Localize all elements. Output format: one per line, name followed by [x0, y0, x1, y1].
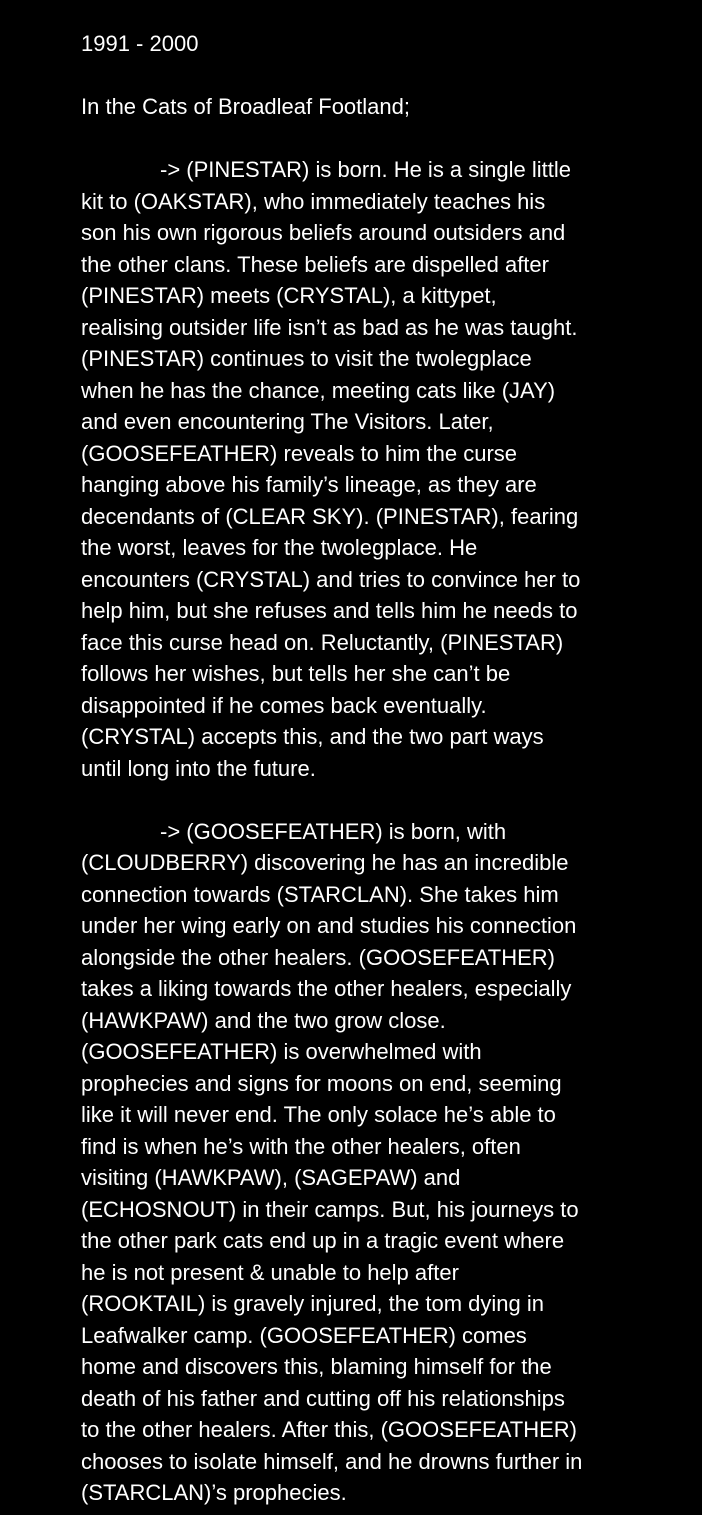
date-range: 1991 - 2000	[81, 31, 199, 56]
paragraph-line: to the other healers. After this, (GOOSEFEATHER)	[81, 1417, 577, 1442]
paragraph-line: until long into the future.	[81, 755, 316, 781]
paragraph-line: hanging above his family’s lineage, as they are	[81, 472, 537, 497]
paragraph-line: encounters (CRYSTAL) and tries to convince her to	[81, 566, 581, 592]
paragraph-line: the worst, leaves for the twolegplace. He	[81, 535, 478, 560]
paragraph-line: -> (GOOSEFEATHER) is born, with	[160, 818, 507, 844]
paragraph-line: face this curse head on. Reluctantly, (PINESTAR)	[81, 629, 564, 655]
paragraph-line: the other clans. These beliefs are dispelled after	[81, 251, 549, 277]
paragraph-line: help him, but she refuses and tells him he needs to	[81, 598, 578, 623]
spacer	[81, 784, 641, 816]
paragraph-line: (PINESTAR) meets (CRYSTAL), a kittypet,	[81, 283, 497, 308]
paragraph-line: (STARCLAN)’s prophecies.	[81, 1480, 347, 1505]
paragraph-line: under her wing early on and studies his connection	[81, 913, 577, 938]
spacer	[81, 123, 641, 155]
document-body	[81, 28, 641, 1509]
paragraph-line: son his own rigorous beliefs around outsiders and	[81, 220, 566, 245]
section-heading: In the Cats of Broadleaf Footland;	[81, 94, 410, 119]
paragraph-line: (ROOKTAIL) is gravely injured, the tom dying in	[81, 1291, 544, 1316]
paragraph-pinestar	[81, 154, 641, 784]
paragraph-line: alongside the other healers. (GOOSEFEATHER)	[81, 944, 556, 970]
paragraph-line: decendants of (CLEAR SKY). (PINESTAR), fearing	[81, 503, 579, 529]
paragraph-line: (GOOSEFEATHER) is overwhelmed with	[81, 1039, 482, 1064]
paragraph-line: prophecies and signs for moons on end, seeming	[81, 1070, 562, 1096]
paragraph-line: (ECHOSNOUT) in their camps. But, his journeys to	[81, 1196, 579, 1222]
paragraph-line: chooses to isolate himself, and he drowns further in	[81, 1448, 583, 1474]
paragraph-line: realising outsider life isn’t as bad as he was taught.	[81, 314, 578, 340]
paragraph-line: find is when he’s with the other healers, often	[81, 1133, 521, 1159]
paragraph-line: visiting (HAWKPAW), (SAGEPAW) and	[81, 1165, 461, 1190]
paragraph-line: he is not present & unable to help after	[81, 1259, 459, 1285]
paragraph-line: and even encountering The Visitors. Later,	[81, 409, 494, 434]
paragraph-line: takes a liking towards the other healers, especially	[81, 976, 572, 1001]
spacer	[81, 60, 641, 92]
paragraph-line: (PINESTAR) continues to visit the twolegplace	[81, 346, 532, 371]
paragraph-line: like it will never end. The only solace he’s able to	[81, 1102, 556, 1127]
paragraph-line: (CRYSTAL) accepts this, and the two part ways	[81, 724, 544, 749]
paragraph-line: Leafwalker camp. (GOOSEFEATHER) comes	[81, 1322, 527, 1348]
paragraph-line: kit to (OAKSTAR), who immediately teaches his	[81, 188, 546, 214]
paragraph-goosefeather	[81, 816, 641, 1509]
paragraph-line: (GOOSEFEATHER) reveals to him the curse	[81, 440, 518, 466]
paragraph-line: (HAWKPAW) and the two grow close.	[81, 1007, 446, 1033]
paragraph-line: (CLOUDBERRY) discovering he has an incredible	[81, 850, 569, 875]
paragraph-line: follows her wishes, but tells her she can’t be	[81, 661, 511, 686]
paragraph-line: disappointed if he comes back eventually.	[81, 692, 487, 718]
paragraph-line: connection towards (STARCLAN). She takes him	[81, 881, 559, 907]
paragraph-line: when he has the chance, meeting cats like (JAY)	[81, 377, 556, 403]
paragraph-line: the other park cats end up in a tragic event where	[81, 1228, 565, 1253]
paragraph-line: -> (PINESTAR) is born. He is a single little	[160, 157, 571, 182]
paragraph-line: home and discovers this, blaming himself for the	[81, 1354, 552, 1379]
paragraph-line: death of his father and cutting off his relationships	[81, 1385, 565, 1411]
